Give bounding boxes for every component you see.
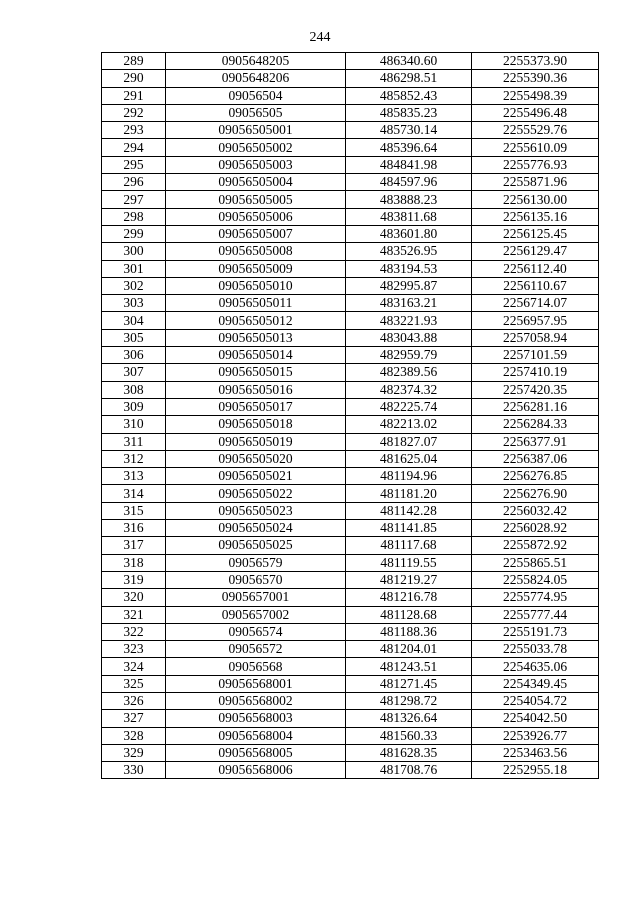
point-number-cell: 326	[102, 692, 166, 709]
table-row	[102, 416, 599, 433]
point-number-cell: 297	[102, 191, 166, 208]
x-coordinate-cell: 482225.74	[346, 398, 472, 415]
point-number-cell: 317	[102, 537, 166, 554]
y-coordinate-cell: 2255191.73	[472, 623, 599, 640]
x-coordinate-cell: 483888.23	[346, 191, 472, 208]
y-coordinate-cell: 2256135.16	[472, 208, 599, 225]
y-coordinate-cell: 2257101.59	[472, 347, 599, 364]
x-coordinate-cell: 485730.14	[346, 122, 472, 139]
point-number-cell: 296	[102, 174, 166, 191]
table-row	[102, 606, 599, 623]
point-id-cell: 09056568	[166, 658, 346, 675]
x-coordinate-cell: 484597.96	[346, 174, 472, 191]
y-coordinate-cell: 2256387.06	[472, 450, 599, 467]
y-coordinate-cell: 2255610.09	[472, 139, 599, 156]
table-row	[102, 589, 599, 606]
x-coordinate-cell: 483043.88	[346, 329, 472, 346]
x-coordinate-cell: 485852.43	[346, 87, 472, 104]
table-row	[102, 658, 599, 675]
table-row	[102, 485, 599, 502]
x-coordinate-cell: 482995.87	[346, 277, 472, 294]
table-row	[102, 347, 599, 364]
point-number-cell: 330	[102, 762, 166, 779]
table-row	[102, 692, 599, 709]
x-coordinate-cell: 481128.68	[346, 606, 472, 623]
table-row	[102, 571, 599, 588]
y-coordinate-cell: 2256714.07	[472, 295, 599, 312]
point-id-cell: 09056505016	[166, 381, 346, 398]
x-coordinate-cell: 486298.51	[346, 70, 472, 87]
point-number-cell: 316	[102, 520, 166, 537]
point-id-cell: 09056568004	[166, 727, 346, 744]
point-number-cell: 328	[102, 727, 166, 744]
x-coordinate-cell: 481298.72	[346, 692, 472, 709]
y-coordinate-cell: 2255865.51	[472, 554, 599, 571]
table-row	[102, 554, 599, 571]
y-coordinate-cell: 2256032.42	[472, 502, 599, 519]
x-coordinate-cell: 482959.79	[346, 347, 472, 364]
point-number-cell: 323	[102, 641, 166, 658]
point-number-cell: 311	[102, 433, 166, 450]
point-number-cell: 315	[102, 502, 166, 519]
x-coordinate-cell: 486340.60	[346, 53, 472, 70]
point-id-cell: 09056505022	[166, 485, 346, 502]
x-coordinate-cell: 483811.68	[346, 208, 472, 225]
x-coordinate-cell: 483221.93	[346, 312, 472, 329]
x-coordinate-cell: 482374.32	[346, 381, 472, 398]
x-coordinate-cell: 485835.23	[346, 104, 472, 121]
point-number-cell: 290	[102, 70, 166, 87]
point-id-cell: 09056505009	[166, 260, 346, 277]
y-coordinate-cell: 2256028.92	[472, 520, 599, 537]
y-coordinate-cell: 2256281.16	[472, 398, 599, 415]
x-coordinate-cell: 483526.95	[346, 243, 472, 260]
y-coordinate-cell: 2254349.45	[472, 675, 599, 692]
point-number-cell: 309	[102, 398, 166, 415]
point-id-cell: 09056568002	[166, 692, 346, 709]
table-row	[102, 641, 599, 658]
y-coordinate-cell: 2253926.77	[472, 727, 599, 744]
y-coordinate-cell: 2255872.92	[472, 537, 599, 554]
point-id-cell: 09056505018	[166, 416, 346, 433]
x-coordinate-cell: 481827.07	[346, 433, 472, 450]
y-coordinate-cell: 2256276.85	[472, 468, 599, 485]
point-id-cell: 0905648205	[166, 53, 346, 70]
x-coordinate-cell: 481326.64	[346, 710, 472, 727]
point-number-cell: 327	[102, 710, 166, 727]
point-id-cell: 09056505	[166, 104, 346, 121]
y-coordinate-cell: 2257420.35	[472, 381, 599, 398]
point-number-cell: 302	[102, 277, 166, 294]
y-coordinate-cell: 2256284.33	[472, 416, 599, 433]
x-coordinate-cell: 481141.85	[346, 520, 472, 537]
point-id-cell: 09056505003	[166, 156, 346, 173]
point-number-cell: 303	[102, 295, 166, 312]
x-coordinate-cell: 481243.51	[346, 658, 472, 675]
point-number-cell: 313	[102, 468, 166, 485]
table-row	[102, 174, 599, 191]
table-row	[102, 295, 599, 312]
point-number-cell: 322	[102, 623, 166, 640]
y-coordinate-cell: 2257058.94	[472, 329, 599, 346]
table-row	[102, 762, 599, 779]
x-coordinate-cell: 481194.96	[346, 468, 472, 485]
point-number-cell: 292	[102, 104, 166, 121]
point-id-cell: 09056505014	[166, 347, 346, 364]
point-id-cell: 09056505012	[166, 312, 346, 329]
point-number-cell: 304	[102, 312, 166, 329]
table-body	[102, 53, 599, 779]
x-coordinate-cell: 481216.78	[346, 589, 472, 606]
point-number-cell: 308	[102, 381, 166, 398]
point-id-cell: 0905648206	[166, 70, 346, 87]
y-coordinate-cell: 2256112.40	[472, 260, 599, 277]
y-coordinate-cell: 2255776.93	[472, 156, 599, 173]
x-coordinate-cell: 481188.36	[346, 623, 472, 640]
y-coordinate-cell: 2256276.90	[472, 485, 599, 502]
table-row	[102, 623, 599, 640]
y-coordinate-cell: 2254054.72	[472, 692, 599, 709]
y-coordinate-cell: 2255871.96	[472, 174, 599, 191]
point-id-cell: 09056505020	[166, 450, 346, 467]
table-row	[102, 87, 599, 104]
point-number-cell: 294	[102, 139, 166, 156]
table-row	[102, 122, 599, 139]
table-row	[102, 104, 599, 121]
y-coordinate-cell: 2255777.44	[472, 606, 599, 623]
table-row	[102, 744, 599, 761]
point-number-cell: 291	[102, 87, 166, 104]
x-coordinate-cell: 481219.27	[346, 571, 472, 588]
point-id-cell: 09056568005	[166, 744, 346, 761]
y-coordinate-cell: 2256125.45	[472, 225, 599, 242]
point-id-cell: 09056505024	[166, 520, 346, 537]
y-coordinate-cell: 2252955.18	[472, 762, 599, 779]
point-number-cell: 318	[102, 554, 166, 571]
x-coordinate-cell: 483163.21	[346, 295, 472, 312]
point-number-cell: 305	[102, 329, 166, 346]
point-id-cell: 09056572	[166, 641, 346, 658]
x-coordinate-cell: 481142.28	[346, 502, 472, 519]
y-coordinate-cell: 2255824.05	[472, 571, 599, 588]
point-number-cell: 299	[102, 225, 166, 242]
table-row	[102, 329, 599, 346]
table-row	[102, 710, 599, 727]
x-coordinate-cell: 481119.55	[346, 554, 472, 571]
point-number-cell: 325	[102, 675, 166, 692]
table-row	[102, 243, 599, 260]
point-id-cell: 09056505004	[166, 174, 346, 191]
y-coordinate-cell: 2255498.39	[472, 87, 599, 104]
y-coordinate-cell: 2255390.36	[472, 70, 599, 87]
y-coordinate-cell: 2257410.19	[472, 364, 599, 381]
point-id-cell: 09056505023	[166, 502, 346, 519]
point-id-cell: 09056505008	[166, 243, 346, 260]
table-row	[102, 675, 599, 692]
y-coordinate-cell: 2255033.78	[472, 641, 599, 658]
x-coordinate-cell: 482389.56	[346, 364, 472, 381]
point-number-cell: 306	[102, 347, 166, 364]
point-number-cell: 314	[102, 485, 166, 502]
x-coordinate-cell: 481708.76	[346, 762, 472, 779]
y-coordinate-cell: 2256129.47	[472, 243, 599, 260]
point-number-cell: 312	[102, 450, 166, 467]
x-coordinate-cell: 485396.64	[346, 139, 472, 156]
table-row	[102, 727, 599, 744]
point-id-cell: 09056505021	[166, 468, 346, 485]
point-id-cell: 09056568003	[166, 710, 346, 727]
y-coordinate-cell: 2253463.56	[472, 744, 599, 761]
y-coordinate-cell: 2255373.90	[472, 53, 599, 70]
table-row	[102, 156, 599, 173]
table-row	[102, 502, 599, 519]
point-number-cell: 320	[102, 589, 166, 606]
x-coordinate-cell: 481560.33	[346, 727, 472, 744]
table-row	[102, 312, 599, 329]
point-id-cell: 09056505013	[166, 329, 346, 346]
x-coordinate-cell: 481117.68	[346, 537, 472, 554]
point-number-cell: 329	[102, 744, 166, 761]
point-id-cell: 09056505011	[166, 295, 346, 312]
table-row	[102, 537, 599, 554]
point-number-cell: 319	[102, 571, 166, 588]
point-id-cell: 09056505010	[166, 277, 346, 294]
point-number-cell: 310	[102, 416, 166, 433]
point-id-cell: 09056505019	[166, 433, 346, 450]
y-coordinate-cell: 2256957.95	[472, 312, 599, 329]
point-id-cell: 09056574	[166, 623, 346, 640]
table-row	[102, 277, 599, 294]
table-row	[102, 260, 599, 277]
coordinates-table	[101, 52, 599, 779]
point-id-cell: 09056505015	[166, 364, 346, 381]
x-coordinate-cell: 483601.80	[346, 225, 472, 242]
point-id-cell: 09056505007	[166, 225, 346, 242]
point-id-cell: 09056505002	[166, 139, 346, 156]
table-row	[102, 191, 599, 208]
x-coordinate-cell: 481625.04	[346, 450, 472, 467]
point-number-cell: 324	[102, 658, 166, 675]
y-coordinate-cell: 2254635.06	[472, 658, 599, 675]
point-number-cell: 289	[102, 53, 166, 70]
table-row	[102, 433, 599, 450]
point-id-cell: 09056568001	[166, 675, 346, 692]
x-coordinate-cell: 482213.02	[346, 416, 472, 433]
y-coordinate-cell: 2256130.00	[472, 191, 599, 208]
y-coordinate-cell: 2254042.50	[472, 710, 599, 727]
point-id-cell: 09056579	[166, 554, 346, 571]
y-coordinate-cell: 2256110.67	[472, 277, 599, 294]
point-id-cell: 09056568006	[166, 762, 346, 779]
table-row	[102, 381, 599, 398]
point-id-cell: 0905657002	[166, 606, 346, 623]
point-number-cell: 298	[102, 208, 166, 225]
table-row	[102, 53, 599, 70]
point-number-cell: 321	[102, 606, 166, 623]
y-coordinate-cell: 2256377.91	[472, 433, 599, 450]
point-id-cell: 09056505006	[166, 208, 346, 225]
x-coordinate-cell: 481181.20	[346, 485, 472, 502]
y-coordinate-cell: 2255774.95	[472, 589, 599, 606]
x-coordinate-cell: 484841.98	[346, 156, 472, 173]
point-number-cell: 295	[102, 156, 166, 173]
x-coordinate-cell: 481204.01	[346, 641, 472, 658]
point-id-cell: 09056505017	[166, 398, 346, 415]
point-number-cell: 307	[102, 364, 166, 381]
x-coordinate-cell: 483194.53	[346, 260, 472, 277]
point-id-cell: 09056505001	[166, 122, 346, 139]
point-number-cell: 293	[102, 122, 166, 139]
x-coordinate-cell: 481628.35	[346, 744, 472, 761]
point-id-cell: 09056570	[166, 571, 346, 588]
y-coordinate-cell: 2255496.48	[472, 104, 599, 121]
table-row	[102, 520, 599, 537]
page-number: 244	[309, 30, 331, 45]
point-number-cell: 300	[102, 243, 166, 260]
point-id-cell: 09056504	[166, 87, 346, 104]
table-row	[102, 225, 599, 242]
y-coordinate-cell: 2255529.76	[472, 122, 599, 139]
table-row	[102, 450, 599, 467]
table-row	[102, 208, 599, 225]
point-id-cell: 09056505005	[166, 191, 346, 208]
x-coordinate-cell: 481271.45	[346, 675, 472, 692]
table-row	[102, 364, 599, 381]
point-id-cell: 09056505025	[166, 537, 346, 554]
table-row	[102, 398, 599, 415]
point-number-cell: 301	[102, 260, 166, 277]
table-row	[102, 468, 599, 485]
point-id-cell: 0905657001	[166, 589, 346, 606]
table-row	[102, 139, 599, 156]
table-row	[102, 70, 599, 87]
